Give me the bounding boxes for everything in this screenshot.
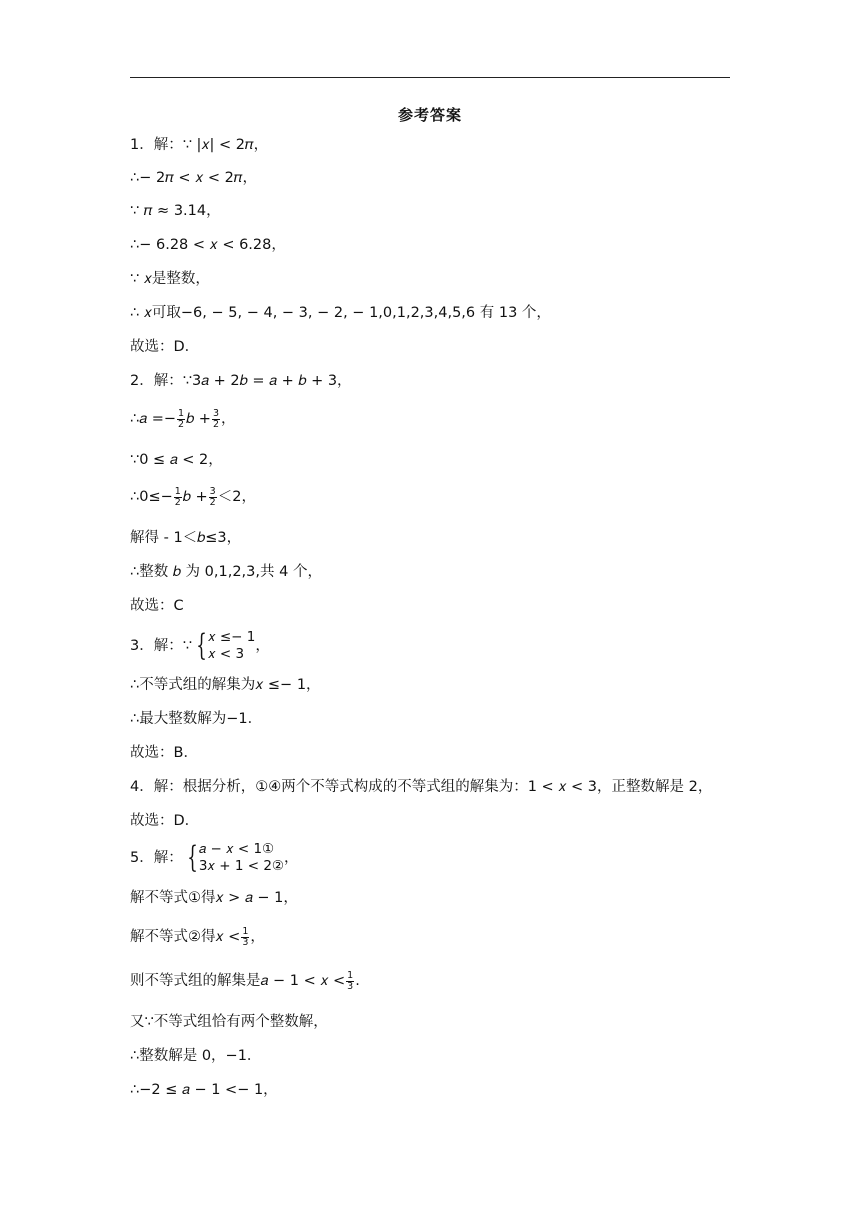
equation-line [130, 970, 360, 992]
fraction-denominator: 3 [347, 980, 354, 992]
equation-part: 3．解：∵ [130, 638, 192, 654]
text-line: 故选：C [130, 598, 184, 614]
system-row: 𝑎 − 𝑥 < 1① [198, 841, 275, 857]
text-line: 故选：B． [130, 745, 198, 761]
equation-line [130, 840, 299, 876]
equation-part: 则不等式组的解集是𝑎 − 1 < 𝑥 < [130, 973, 346, 989]
equation-line [130, 926, 265, 948]
text-line: 1．解：∵ |𝑥| < 2𝜋， [130, 137, 269, 153]
equation-part: ＜2， [217, 489, 256, 505]
text-line: 又∵不等式组恰有两个整数解， [130, 1014, 328, 1030]
fraction [346, 971, 354, 992]
text-line: ∵ 𝜋 ≈ 3.14， [130, 203, 221, 219]
text-line: 故选：D． [130, 813, 200, 829]
fraction [209, 487, 217, 508]
inequality-system [199, 841, 284, 875]
brace-icon: { [187, 840, 198, 875]
fraction-denominator: 2 [209, 496, 216, 508]
text-line: ∵0 ≤ 𝑎 < 2， [130, 452, 223, 468]
text-line: ∴− 2𝜋 < 𝑥 < 2𝜋， [130, 170, 257, 186]
equation-part: ∴𝑎 =− [130, 411, 177, 427]
text-line: ∴整数解是 0，−1． [130, 1048, 262, 1064]
fraction-numerator: 3 [212, 407, 219, 419]
text-line: ∴整数 𝑏 为 0,1,2,3,共 4 个， [130, 564, 322, 580]
fraction [177, 409, 185, 430]
fraction-denominator: 2 [178, 418, 185, 430]
system-row: 𝑥 ≤− 1 [208, 629, 256, 645]
text-line: ∴− 6.28 < 𝑥 < 6.28， [130, 237, 286, 253]
fraction [241, 927, 249, 948]
equation-part: . [355, 973, 360, 989]
fraction-numerator: 1 [178, 407, 185, 419]
text-line: 2．解：∵3𝑎 + 2𝑏 = 𝑎 + 𝑏 + 3， [130, 373, 352, 389]
equation-part: ， [220, 411, 236, 427]
equation-part: ， [250, 929, 265, 945]
text-line: ∵ 𝑥是整数， [130, 271, 210, 287]
fraction-denominator: 3 [242, 936, 249, 948]
page-title: 参考答案 [397, 106, 462, 124]
fraction-denominator: 2 [174, 496, 181, 508]
text-line: ∴ 𝑥可取−6, − 5, − 4, − 3, − 2, − 1,0,1,2,3,4,5,6 有 13 个， [130, 305, 551, 321]
system-row: 𝑥 < 3 [208, 646, 245, 662]
equation-part: 𝑏 + [186, 411, 211, 427]
equation-part: ， [284, 850, 299, 866]
fraction-denominator: 2 [212, 418, 219, 430]
equation-part: 𝑏 + [182, 489, 208, 505]
equation-part: 5．解： [130, 850, 183, 866]
brace-icon: { [196, 628, 207, 663]
equation-part: 解不等式②得𝑥 < [130, 929, 241, 945]
equation-line [130, 408, 235, 430]
fraction [212, 409, 220, 430]
text-line: 故选：D． [130, 339, 200, 355]
fraction-numerator: 3 [209, 485, 216, 497]
fraction-numerator: 1 [174, 485, 181, 497]
equation-line [130, 486, 256, 508]
text-line: 解不等式①得𝑥 > 𝑎 − 1， [130, 890, 298, 906]
text-line: 解得 - 1＜𝑏≤3， [130, 530, 242, 546]
text-line: ∴不等式组的解集为𝑥 ≤− 1， [130, 677, 321, 693]
fraction-numerator: 1 [347, 969, 354, 981]
text-line: ∴−2 ≤ 𝑎 − 1 <− 1， [130, 1082, 278, 1098]
fraction-numerator: 1 [242, 925, 249, 937]
header-rule [130, 77, 730, 78]
equation-part: ， [255, 638, 270, 654]
text-line: ∴最大整数解为−1． [130, 711, 263, 727]
equation-part: ∴0≤− [130, 489, 173, 505]
equation-line [130, 628, 270, 664]
text-line: 4．解：根据分析，①④两个不等式构成的不等式组的解集为：1 < 𝑥 < 3，正整数解是 2， [130, 779, 713, 795]
fraction [174, 487, 182, 508]
system-row: 3𝑥 + 1 < 2② [198, 858, 285, 874]
inequality-system [208, 629, 255, 663]
